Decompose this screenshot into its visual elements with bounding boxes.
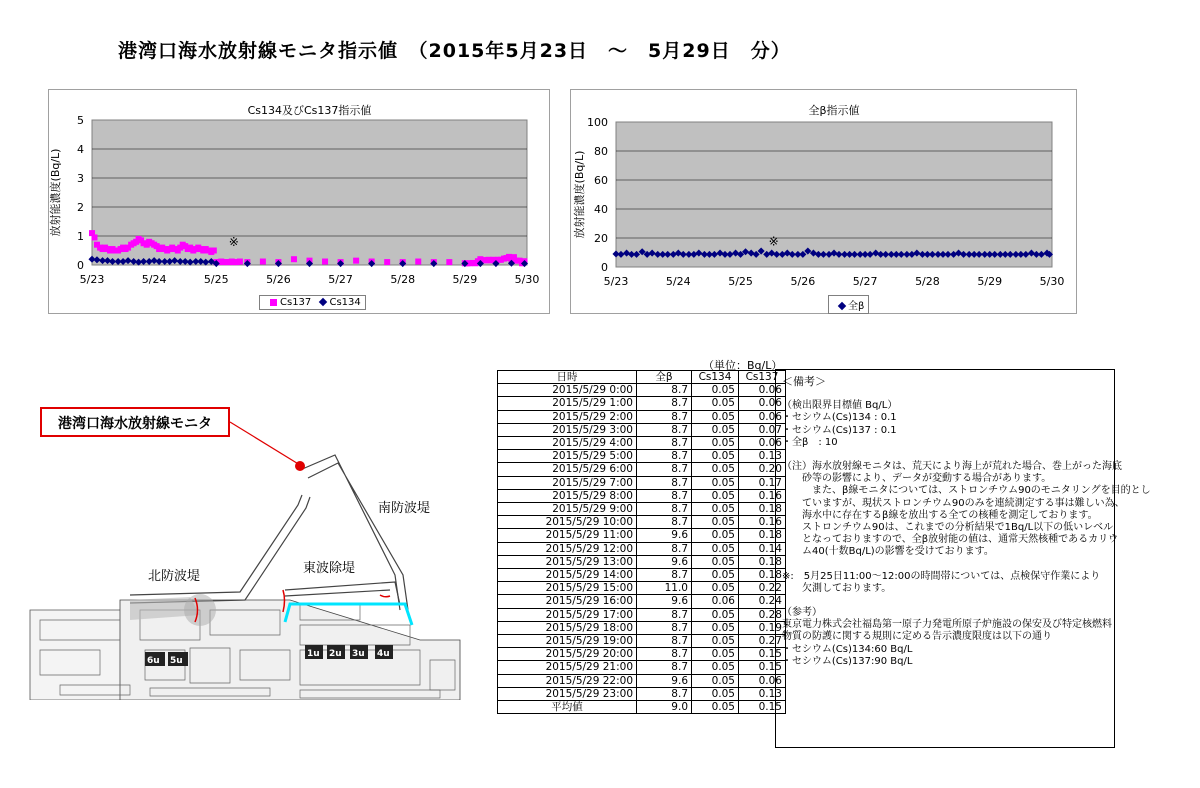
x-tick-label: 5/26: [790, 275, 816, 288]
cell-cs137: 0.17: [739, 476, 786, 489]
y-tick-label: 60: [594, 174, 608, 187]
unit-4-label: 4u: [377, 649, 390, 659]
cell-datetime: 2015/5/29 1:00: [498, 397, 637, 410]
table-row: [498, 582, 786, 595]
notes-line: 物質の防護に関する規則に定める告示濃度限度は以下の通り: [782, 631, 1052, 643]
notes-line: ていますが、現状ストロンチウム90のみを連続測定する事は難しい為、: [782, 497, 1125, 509]
y-tick-label: 0: [77, 259, 84, 272]
table-row: [498, 516, 786, 529]
notes-line: （注）海水放射線モニタは、荒天により海上が荒れた場合、巻上がった海底: [782, 461, 1122, 473]
data-point: [446, 259, 452, 265]
x-tick-label: 5/24: [141, 273, 167, 286]
notes-heading: ＜備考＞: [782, 375, 826, 388]
plot-area: [616, 122, 1052, 267]
cell-cs137: 0.13: [739, 450, 786, 463]
data-point: [91, 234, 97, 240]
unit-6-label: 6u: [147, 656, 160, 666]
page-title: 港湾口海水放射線モニタ指示値 （2015年5月23日 ～ 5月29日 分）: [118, 40, 791, 62]
port-map: [0, 400, 480, 700]
cell-cs134: 0.05: [692, 608, 739, 621]
cell-cs134: 0.05: [692, 397, 739, 410]
table-row: [498, 397, 786, 410]
data-point: [384, 259, 390, 265]
chart-title: Cs134及びCs137指示値: [247, 104, 372, 117]
cell-cs137: 0.18: [739, 503, 786, 516]
cell-datetime: 2015/5/29 11:00: [498, 529, 637, 542]
notes-box: [775, 369, 1151, 748]
header-cs137: Cs137: [739, 371, 786, 384]
table-row: [498, 555, 786, 568]
cell-datetime: 2015/5/29 17:00: [498, 608, 637, 621]
cell-cs137: 0.13: [739, 687, 786, 700]
notes-line: 東京電力株式会社福島第一原子力発電所原子炉施設の保安及び特定核燃料: [782, 619, 1112, 631]
unit-2-label: 2u: [329, 649, 342, 659]
cell-cs134: 0.05: [692, 410, 739, 423]
cell-cs134: 0.05: [692, 437, 739, 450]
cell-cs137: 0.06: [739, 410, 786, 423]
cell-beta: 8.7: [637, 450, 692, 463]
cell-datetime: 2015/5/29 19:00: [498, 635, 637, 648]
notes-line: [782, 449, 1108, 461]
table-row: [498, 476, 786, 489]
cell-beta: 8.7: [637, 516, 692, 529]
monitor-label: 港湾口海水放射線モニタ: [40, 407, 230, 437]
notes-line: となっておりますので、全β放射能の値は、通常天然核種であるカリウ: [782, 534, 1119, 546]
cell-datetime: 2015/5/29 12:00: [498, 542, 637, 555]
unit-label: （単位：Bq/L）: [703, 359, 783, 372]
header-beta: 全β: [637, 371, 692, 384]
cell-beta: 8.7: [637, 463, 692, 476]
unit-1-label: 1u: [307, 649, 320, 659]
cell-beta: 11.0: [637, 582, 692, 595]
table-row: [498, 569, 786, 582]
notes-line: 砂等の影響により、データが変動する場合があります。: [782, 473, 1052, 485]
cell-beta: 8.7: [637, 476, 692, 489]
cell-cs134: 0.06: [692, 595, 739, 608]
y-tick-label: 100: [587, 116, 608, 129]
cell-beta: 9.6: [637, 529, 692, 542]
table-row: [498, 410, 786, 423]
cell-beta: 8.7: [637, 608, 692, 621]
annotation-mark: ※: [768, 234, 779, 249]
cell-datetime: 2015/5/29 8:00: [498, 489, 637, 502]
cell-cs134: 0.05: [692, 674, 739, 687]
table-row: [498, 384, 786, 397]
cell-cs134: 0.05: [692, 582, 739, 595]
beta-chart: [571, 90, 1076, 313]
cell-beta: 8.7: [637, 687, 692, 700]
cell-datetime: 2015/5/29 20:00: [498, 648, 637, 661]
table-row: [498, 423, 786, 436]
cell-datetime: 平均値: [498, 701, 637, 714]
cell-cs137: 0.28: [739, 608, 786, 621]
cell-datetime: 2015/5/29 13:00: [498, 555, 637, 568]
cs-chart-frame: [48, 89, 550, 314]
notes-line: ・セシウム(Cs)137:90 Bq/L: [782, 655, 913, 667]
cell-datetime: 2015/5/29 23:00: [498, 687, 637, 700]
cs137-legend-label: Cs137: [280, 297, 312, 308]
cell-beta: 8.7: [637, 648, 692, 661]
data-table: [497, 370, 786, 714]
notes-line: 海水中に存在するβ線を放出する全ての核種を測定しております。: [782, 509, 1098, 521]
north-breakwater: [130, 495, 310, 603]
notes-line: [782, 388, 1108, 400]
cell-cs137: 0.27: [739, 635, 786, 648]
cell-cs134: 0.05: [692, 635, 739, 648]
table-row: [498, 437, 786, 450]
cell-beta: 9.0: [637, 701, 692, 714]
beta-legend-label: 全β: [848, 301, 865, 312]
x-tick-label: 5/30: [514, 273, 540, 286]
table-row: [498, 648, 786, 661]
cell-cs134: 0.05: [692, 701, 739, 714]
cell-datetime: 2015/5/29 6:00: [498, 463, 637, 476]
cell-cs134: 0.05: [692, 489, 739, 502]
cell-beta: 8.7: [637, 410, 692, 423]
cell-cs137: 0.06: [739, 384, 786, 397]
cell-datetime: 2015/5/29 15:00: [498, 582, 637, 595]
cell-cs137: 0.06: [739, 674, 786, 687]
y-axis-label: 放射能濃度(Bq/L): [573, 150, 586, 239]
cell-beta: 8.7: [637, 661, 692, 674]
notes-line: ・セシウム(Cs)134:60 Bq/L: [782, 643, 913, 655]
table-row: [498, 621, 786, 634]
notes-line: 欠測しております。: [782, 582, 892, 594]
notes-line: （検出限界目標値 Bq/L）: [782, 400, 898, 412]
x-tick-label: 5/29: [977, 275, 1003, 288]
table-row: [498, 661, 786, 674]
cell-cs134: 0.05: [692, 648, 739, 661]
y-tick-label: 3: [77, 172, 84, 185]
cell-beta: 8.7: [637, 397, 692, 410]
table-row: [498, 674, 786, 687]
monitor-location-marker: [295, 461, 305, 471]
cell-datetime: 2015/5/29 4:00: [498, 437, 637, 450]
table-row: [498, 450, 786, 463]
east-breakwater: [285, 582, 400, 605]
monitor-leader-line: [230, 422, 300, 465]
cell-cs137: 0.06: [739, 397, 786, 410]
notes-line: （参考）: [782, 607, 822, 619]
cell-cs137: 0.18: [739, 555, 786, 568]
cell-beta: 8.7: [637, 503, 692, 516]
y-tick-label: 20: [594, 232, 608, 245]
table-row: [498, 608, 786, 621]
y-tick-label: 4: [77, 143, 84, 156]
cell-datetime: 2015/5/29 9:00: [498, 503, 637, 516]
cs137-legend-marker: [270, 299, 277, 306]
y-tick-label: 40: [594, 203, 608, 216]
table-row: [498, 489, 786, 502]
cell-cs134: 0.05: [692, 476, 739, 489]
cell-cs134: 0.05: [692, 661, 739, 674]
cell-cs134: 0.05: [692, 450, 739, 463]
x-tick-label: 5/30: [1039, 275, 1065, 288]
notes-line: ・セシウム(Cs)134 : 0.1: [782, 412, 897, 424]
cell-datetime: 2015/5/29 10:00: [498, 516, 637, 529]
cell-cs134: 0.05: [692, 463, 739, 476]
cell-cs134: 0.05: [692, 423, 739, 436]
table-average-row: [498, 701, 786, 714]
x-tick-label: 5/26: [266, 273, 291, 286]
cell-cs137: 0.20: [739, 463, 786, 476]
header-cs134: Cs134: [692, 371, 739, 384]
data-point: [260, 259, 266, 265]
cell-cs137: 0.19: [739, 621, 786, 634]
y-tick-label: 80: [594, 145, 608, 158]
x-tick-label: 5/27: [852, 275, 878, 288]
cell-cs137: 0.15: [739, 661, 786, 674]
x-tick-label: 5/27: [328, 273, 353, 286]
data-point: [415, 259, 421, 265]
cell-datetime: 2015/5/29 3:00: [498, 423, 637, 436]
cell-cs137: 0.18: [739, 569, 786, 582]
x-tick-label: 5/25: [728, 275, 753, 288]
annotation-mark: ※: [228, 235, 239, 250]
cs134-legend-marker: [319, 298, 327, 306]
beta-chart-legend: [828, 295, 869, 314]
y-tick-label: 0: [601, 261, 608, 274]
x-tick-label: 5/24: [665, 275, 691, 288]
table-row: [498, 503, 786, 516]
cs-chart: [49, 90, 549, 313]
data-point: [237, 259, 243, 265]
x-tick-label: 5/25: [203, 273, 229, 286]
x-tick-label: 5/28: [390, 273, 416, 286]
cell-datetime: 2015/5/29 22:00: [498, 674, 637, 687]
cell-cs137: 0.15: [739, 648, 786, 661]
cell-datetime: 2015/5/29 18:00: [498, 621, 637, 634]
x-tick-label: 5/28: [915, 275, 940, 288]
cell-cs137: 0.07: [739, 423, 786, 436]
cell-beta: 8.7: [637, 489, 692, 502]
cell-beta: 8.7: [637, 635, 692, 648]
chart-title: 全β指示値: [808, 104, 860, 117]
beta-chart-frame: [570, 89, 1077, 314]
cell-datetime: 2015/5/29 21:00: [498, 661, 637, 674]
cell-beta: 8.7: [637, 437, 692, 450]
table-row: [498, 635, 786, 648]
cell-datetime: 2015/5/29 16:00: [498, 595, 637, 608]
y-axis-label: 放射能濃度(Bq/L): [49, 148, 62, 237]
cell-cs137: 0.16: [739, 516, 786, 529]
cell-cs134: 0.05: [692, 569, 739, 582]
notes-line: ・全β : 10: [782, 436, 838, 448]
unit-5-label: 5u: [170, 656, 183, 666]
cell-cs134: 0.05: [692, 542, 739, 555]
cell-cs137: 0.15: [739, 701, 786, 714]
beta-legend-marker: [838, 302, 846, 310]
notes-line: ・セシウム(Cs)137 : 0.1: [782, 424, 897, 436]
data-point: [291, 256, 297, 262]
data-point: [353, 258, 359, 264]
east-breakwater-label: 東波除堤: [303, 561, 356, 576]
notes-line: ム40(十数Bq/L)の影響を受けております。: [782, 546, 994, 558]
cell-datetime: 2015/5/29 14:00: [498, 569, 637, 582]
y-tick-label: 5: [77, 114, 84, 127]
table-row: [498, 542, 786, 555]
cell-datetime: 2015/5/29 7:00: [498, 476, 637, 489]
cell-cs134: 0.05: [692, 503, 739, 516]
table-row: [498, 463, 786, 476]
cell-datetime: 2015/5/29 2:00: [498, 410, 637, 423]
table-header-row: [498, 371, 786, 384]
north-breakwater-label: 北防波堤: [148, 569, 201, 584]
map-land: [30, 600, 460, 700]
south-breakwater-label: 南防波堤: [378, 501, 431, 516]
x-tick-label: 5/23: [603, 275, 629, 288]
cell-beta: 8.7: [637, 423, 692, 436]
cell-beta: 8.7: [637, 384, 692, 397]
cs-chart-legend: [259, 295, 366, 310]
cell-beta: 8.7: [637, 621, 692, 634]
gray-circle-area: [184, 594, 216, 626]
cell-datetime: 2015/5/29 0:00: [498, 384, 637, 397]
data-point: [211, 248, 217, 254]
cell-cs137: 0.14: [739, 542, 786, 555]
notes-line: ストロンチウム90は、これまでの分析結果で1Bq/L以下の低いレベル: [782, 522, 1114, 534]
cell-beta: 9.6: [637, 555, 692, 568]
unit-3-label: 3u: [352, 649, 365, 659]
cs134-legend-label: Cs134: [329, 297, 361, 308]
notes-line: また、β線モニタについては、ストロンチウム90のモニタリングを目的とし: [782, 485, 1151, 497]
cell-cs134: 0.05: [692, 555, 739, 568]
cell-cs134: 0.05: [692, 516, 739, 529]
table-row: [498, 687, 786, 700]
table-row: [498, 529, 786, 542]
notes-line: [782, 559, 1108, 571]
notes-line: [782, 595, 1108, 607]
cell-cs134: 0.05: [692, 529, 739, 542]
cell-cs137: 0.18: [739, 529, 786, 542]
data-point: [322, 259, 328, 265]
x-tick-label: 5/23: [79, 273, 105, 286]
cell-cs137: 0.22: [739, 582, 786, 595]
cell-cs134: 0.05: [692, 687, 739, 700]
south-breakwater: [300, 455, 408, 610]
header-datetime: 日時: [498, 371, 637, 384]
cell-beta: 9.6: [637, 595, 692, 608]
cell-datetime: 2015/5/29 5:00: [498, 450, 637, 463]
table-row: [498, 595, 786, 608]
cell-cs137: 0.06: [739, 437, 786, 450]
y-tick-label: 2: [77, 201, 84, 214]
cell-cs137: 0.16: [739, 489, 786, 502]
cell-cs137: 0.24: [739, 595, 786, 608]
y-tick-label: 1: [77, 230, 84, 243]
cell-beta: 8.7: [637, 542, 692, 555]
cell-beta: 9.6: [637, 674, 692, 687]
cell-cs134: 0.05: [692, 384, 739, 397]
cell-cs134: 0.05: [692, 621, 739, 634]
x-tick-label: 5/29: [452, 273, 478, 286]
notes-line: ※: 5月25日11:00～12:00の時間帯については、点検保守作業により: [782, 570, 1101, 582]
cell-beta: 8.7: [637, 569, 692, 582]
